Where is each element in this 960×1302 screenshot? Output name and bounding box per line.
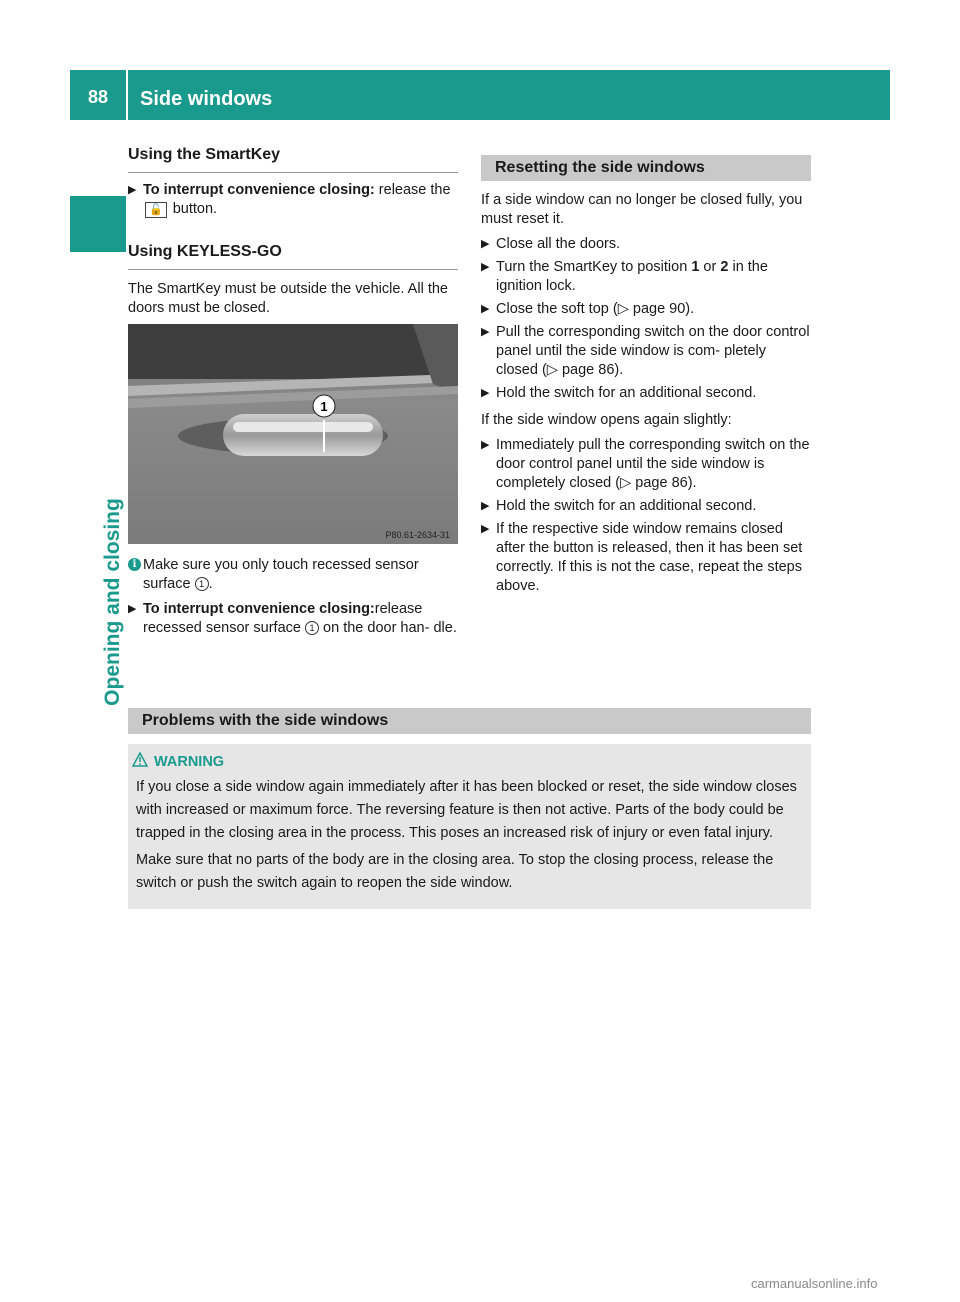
keyless-heading: Using KEYLESS-GO xyxy=(128,243,458,270)
chapter-tab xyxy=(70,196,126,252)
keyless-step: ▶ To interrupt convenience closing:release recessed sensor surface 1 on the door han- dle. xyxy=(128,601,457,636)
smartkey-heading: Using the SmartKey xyxy=(128,146,458,173)
arrow-icon: ▶ xyxy=(481,326,490,338)
reset-step: ▶ Hold the switch for an additional second. xyxy=(481,385,757,401)
reset-step: ▶ Pull the corresponding switch on the door control panel until the side window is com- pletely closed (▷ page 86). xyxy=(481,324,810,378)
warning-text: Make sure that no parts of the body are in the closing area. To stop the closing process, release the switch or push the switch again to reopen the side window. xyxy=(136,852,774,891)
arrow-icon: ▶ xyxy=(128,184,137,196)
arrow-icon: ▶ xyxy=(481,303,490,315)
photo-callout: 1 xyxy=(320,399,328,414)
page-ref-icon: ▷ xyxy=(620,475,632,491)
arrow-icon: ▶ xyxy=(481,439,490,451)
header-divider xyxy=(126,70,128,120)
arrow-icon: ▶ xyxy=(481,238,490,250)
reset-step: ▶ If the respective side window remains closed after the button is released, then it has been set correctly. If this is not the case, repeat the steps above. xyxy=(481,521,803,594)
info-icon: i xyxy=(128,558,141,571)
problems-heading: Problems with the side windows xyxy=(128,708,811,734)
keyless-intro: The SmartKey must be outside the vehicle. All the doors must be closed. xyxy=(128,281,448,316)
smartkey-step: ▶ To interrupt convenience closing: release the 🔓 button. xyxy=(128,182,451,217)
info-note: i Make sure you only touch recessed sensor surface 1 . xyxy=(128,556,458,594)
reset-step: ▶ Close the soft top (▷ page 90). xyxy=(481,301,695,317)
left-column xyxy=(128,146,458,642)
watermark: carmanualsonline.info xyxy=(751,1276,878,1291)
warning-heading: WARNING xyxy=(154,754,803,770)
reset-middle: If the side window opens again slightly: xyxy=(481,412,732,428)
callout-1-icon: 1 xyxy=(195,577,209,591)
page-ref-icon: ▷ xyxy=(617,301,629,317)
arrow-icon: ▶ xyxy=(481,261,490,273)
page-ref-link[interactable]: page 86). xyxy=(561,362,624,378)
warning-triangle-icon xyxy=(132,752,148,768)
unlock-button-icon: 🔓 xyxy=(145,202,167,218)
reset-heading: Resetting the side windows xyxy=(481,155,811,181)
page-ref-link[interactable]: page 90). xyxy=(632,301,695,317)
reset-step: ▶ Hold the switch for an additional second. xyxy=(481,498,757,514)
problems-section xyxy=(128,708,811,909)
right-column xyxy=(481,155,811,600)
callout-1-icon: 1 xyxy=(305,621,319,635)
page-ref-icon: ▷ xyxy=(546,362,558,378)
page-title: Side windows xyxy=(140,88,273,110)
page-number: 88 xyxy=(87,87,109,107)
door-handle-photo xyxy=(128,324,458,544)
reset-step: ▶ Turn the SmartKey to position 1 or 2 in the ignition lock. xyxy=(481,259,768,294)
arrow-icon: ▶ xyxy=(481,523,490,535)
chapter-label: Opening and closing xyxy=(101,498,124,706)
reset-step: ▶ Close all the doors. xyxy=(481,236,621,252)
arrow-icon: ▶ xyxy=(128,603,137,615)
warning-text: If you close a side window again immediately after it has been blocked or reset, the side window closes with increased or maximum force. The reversing feature is then not active. Parts of the body could be trapped in the closing area in the process. This poses an increased risk of injury or even fatal injury. xyxy=(136,779,797,841)
reset-step: ▶ Immediately pull the corresponding switch on the door control panel until the side window is completely closed (▷ page 86). xyxy=(481,437,810,491)
reset-intro: If a side window can no longer be closed fully, you must reset it. xyxy=(481,192,803,227)
warning-box xyxy=(128,744,811,909)
photo-code: P80.61-2634-31 xyxy=(385,530,450,540)
page-ref-link[interactable]: page 86). xyxy=(635,475,697,491)
arrow-icon: ▶ xyxy=(481,387,490,399)
arrow-icon: ▶ xyxy=(481,500,490,512)
